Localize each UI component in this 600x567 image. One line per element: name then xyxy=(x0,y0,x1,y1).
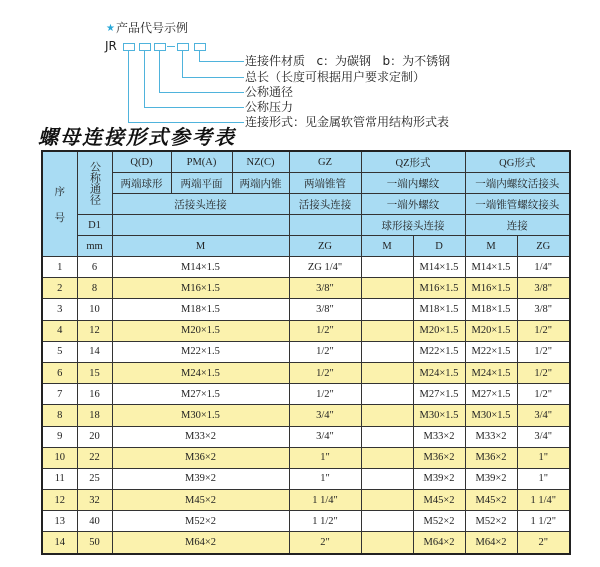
cell-dn: 16 xyxy=(77,384,112,405)
code-box-material xyxy=(194,43,206,51)
cell-gz-zg: 1/2" xyxy=(289,384,361,405)
cell-m-thread: M20×1.5 xyxy=(112,320,289,341)
cell-gz-zg: 1 1/2" xyxy=(289,511,361,532)
cell-qg-m: M16×1.5 xyxy=(465,278,517,299)
cell-seq: 10 xyxy=(42,447,77,468)
table-row xyxy=(42,278,570,299)
table-row xyxy=(42,299,570,320)
cell-qz-d: M45×2 xyxy=(413,490,465,511)
cell-gz-zg: 1/2" xyxy=(289,320,361,341)
table-title: 螺母连接形式参考表 xyxy=(38,127,236,149)
header-cell: M xyxy=(465,236,517,257)
code-box-diameter xyxy=(154,43,166,51)
cell-seq: 14 xyxy=(42,532,77,554)
header-cell: NZ(C) xyxy=(232,151,289,173)
cell-m-thread: M30×1.5 xyxy=(112,405,289,426)
cell-qz-m xyxy=(361,341,413,362)
cell-qg-m: M36×2 xyxy=(465,447,517,468)
cell-seq: 11 xyxy=(42,468,77,489)
cell-qz-m xyxy=(361,532,413,554)
header-row xyxy=(42,173,570,194)
cell-dn: 15 xyxy=(77,362,112,383)
table-row xyxy=(42,426,570,447)
cell-qg-m: M52×2 xyxy=(465,511,517,532)
cell-seq: 3 xyxy=(42,299,77,320)
table-row xyxy=(42,447,570,468)
cell-qg-zg: 3/4" xyxy=(517,426,570,447)
table-row xyxy=(42,341,570,362)
cell-qg-zg: 1" xyxy=(517,447,570,468)
cell-qz-d: M14×1.5 xyxy=(413,257,465,278)
cell-seq: 13 xyxy=(42,511,77,532)
table-row xyxy=(42,362,570,383)
cell-m-thread: M36×2 xyxy=(112,447,289,468)
cell-qz-d: M20×1.5 xyxy=(413,320,465,341)
cell-qz-d: M24×1.5 xyxy=(413,362,465,383)
cell-qz-m xyxy=(361,320,413,341)
cell-qz-m xyxy=(361,384,413,405)
cell-qg-zg: 3/4" xyxy=(517,405,570,426)
cell-qg-m: M22×1.5 xyxy=(465,341,517,362)
header-nominal-diameter: 公称通径 xyxy=(77,151,112,215)
cell-qg-m: M45×2 xyxy=(465,490,517,511)
code-prefix: JR xyxy=(105,39,117,53)
cell-seq: 6 xyxy=(42,362,77,383)
header-cell: QZ形式 xyxy=(361,151,465,173)
cell-dn: 6 xyxy=(77,257,112,278)
cell-seq: 9 xyxy=(42,426,77,447)
cell-seq: 2 xyxy=(42,278,77,299)
leader-line xyxy=(128,51,244,123)
cell-qg-zg: 1/2" xyxy=(517,362,570,383)
header-cell: 两端内锥 xyxy=(232,173,289,194)
cell-gz-zg: 3/8" xyxy=(289,299,361,320)
cell-qg-zg: 1/2" xyxy=(517,384,570,405)
cell-m-thread: M22×1.5 xyxy=(112,341,289,362)
cell-gz-zg: ZG 1/4" xyxy=(289,257,361,278)
table-row xyxy=(42,405,570,426)
cell-qg-zg: 1/4" xyxy=(517,257,570,278)
label-connection: 连接形式：见金属软管常用结构形式表 xyxy=(245,115,450,129)
header-cell: ZG xyxy=(289,236,361,257)
header-row xyxy=(42,194,570,215)
label-material: 连接件材质 c：为碳钢 b：为不锈钢 xyxy=(245,54,451,68)
cell-qz-d: M18×1.5 xyxy=(413,299,465,320)
header-cell: PM(A) xyxy=(171,151,232,173)
cell-qg-zg: 3/8" xyxy=(517,299,570,320)
cell-qz-m xyxy=(361,468,413,489)
header-seq: 序 号 xyxy=(42,151,77,257)
table-row xyxy=(42,468,570,489)
nut-connection-table xyxy=(41,150,571,555)
cell-gz-zg: 1/2" xyxy=(289,362,361,383)
cell-dn: 14 xyxy=(77,341,112,362)
header-row xyxy=(42,215,570,236)
cell-qg-m: M33×2 xyxy=(465,426,517,447)
cell-gz-zg: 1/2" xyxy=(289,341,361,362)
cell-qg-m: M39×2 xyxy=(465,468,517,489)
star-icon: ★ xyxy=(106,23,115,34)
cell-qz-m xyxy=(361,447,413,468)
header-cell: mm xyxy=(77,236,112,257)
header-cell: 活接头连接 xyxy=(289,194,361,215)
code-box-length xyxy=(177,43,189,51)
header-cell: 一端内螺纹活接头 xyxy=(465,173,570,194)
cell-seq: 12 xyxy=(42,490,77,511)
cell-m-thread: M33×2 xyxy=(112,426,289,447)
table-row xyxy=(42,511,570,532)
cell-seq: 1 xyxy=(42,257,77,278)
cell-seq: 5 xyxy=(42,341,77,362)
table-row xyxy=(42,257,570,278)
product-code-example xyxy=(0,0,600,128)
cell-dn: 20 xyxy=(77,426,112,447)
header-cell: 两端锥管 xyxy=(289,173,361,194)
cell-dn: 18 xyxy=(77,405,112,426)
cell-m-thread: M24×1.5 xyxy=(112,362,289,383)
cell-qg-m: M27×1.5 xyxy=(465,384,517,405)
cell-qz-m xyxy=(361,426,413,447)
header-cell: GZ xyxy=(289,151,361,173)
header-cell: 一端内螺纹 xyxy=(361,173,465,194)
cell-qz-d: M39×2 xyxy=(413,468,465,489)
cell-qz-d: M33×2 xyxy=(413,426,465,447)
header-cell: M xyxy=(361,236,413,257)
cell-dn: 50 xyxy=(77,532,112,554)
label-length: 总长（长度可根据用户要求定制） xyxy=(245,70,426,84)
cell-m-thread: M64×2 xyxy=(112,532,289,554)
header-cell: Q(D) xyxy=(112,151,171,173)
cell-qz-d: M36×2 xyxy=(413,447,465,468)
cell-qg-m: M30×1.5 xyxy=(465,405,517,426)
cell-gz-zg: 1" xyxy=(289,447,361,468)
cell-qg-zg: 1 1/4" xyxy=(517,490,570,511)
cell-dn: 8 xyxy=(77,278,112,299)
header-cell: ZG xyxy=(517,236,570,257)
header-cell: M xyxy=(112,236,289,257)
cell-dn: 22 xyxy=(77,447,112,468)
cell-m-thread: M18×1.5 xyxy=(112,299,289,320)
cell-qg-zg: 1 1/2" xyxy=(517,511,570,532)
cell-qg-zg: 2" xyxy=(517,532,570,554)
header-cell xyxy=(289,215,361,236)
cell-qg-zg: 3/8" xyxy=(517,278,570,299)
code-dash xyxy=(167,46,175,47)
cell-m-thread: M52×2 xyxy=(112,511,289,532)
table-row xyxy=(42,320,570,341)
cell-gz-zg: 3/4" xyxy=(289,426,361,447)
cell-qz-m xyxy=(361,511,413,532)
cell-qz-d: M52×2 xyxy=(413,511,465,532)
header-row xyxy=(42,151,570,173)
header-cell: 一端外螺纹 xyxy=(361,194,465,215)
cell-dn: 32 xyxy=(77,490,112,511)
label-diameter: 公称通径 xyxy=(245,85,294,99)
label-pressure: 公称压力 xyxy=(245,100,294,114)
cell-qg-m: M18×1.5 xyxy=(465,299,517,320)
header-cell: 连接 xyxy=(465,215,570,236)
cell-qg-m: M24×1.5 xyxy=(465,362,517,383)
cell-seq: 7 xyxy=(42,384,77,405)
cell-m-thread: M27×1.5 xyxy=(112,384,289,405)
cell-dn: 12 xyxy=(77,320,112,341)
cell-dn: 25 xyxy=(77,468,112,489)
cell-m-thread: M45×2 xyxy=(112,490,289,511)
cell-dn: 10 xyxy=(77,299,112,320)
cell-dn: 40 xyxy=(77,511,112,532)
cell-qz-m xyxy=(361,278,413,299)
cell-qz-d: M64×2 xyxy=(413,532,465,554)
cell-gz-zg: 1 1/4" xyxy=(289,490,361,511)
table-row xyxy=(42,384,570,405)
cell-qg-m: M14×1.5 xyxy=(465,257,517,278)
table-row xyxy=(42,532,570,554)
cell-seq: 4 xyxy=(42,320,77,341)
cell-qz-m xyxy=(361,362,413,383)
cell-gz-zg: 2" xyxy=(289,532,361,554)
header-cell: 一端锥管螺纹接头 xyxy=(465,194,570,215)
header-cell: 两端平面 xyxy=(171,173,232,194)
cell-seq: 8 xyxy=(42,405,77,426)
cell-qg-zg: 1/2" xyxy=(517,320,570,341)
cell-m-thread: M39×2 xyxy=(112,468,289,489)
cell-qz-m xyxy=(361,405,413,426)
cell-qz-d: M30×1.5 xyxy=(413,405,465,426)
cell-qz-m xyxy=(361,490,413,511)
header-cell: 活接头连接 xyxy=(112,194,289,215)
header-cell: QG形式 xyxy=(465,151,570,173)
header-cell: D1 xyxy=(77,215,112,236)
header-cell: 两端球形 xyxy=(112,173,171,194)
code-box-pressure xyxy=(139,43,151,51)
header-cell xyxy=(112,215,289,236)
table-row xyxy=(42,490,570,511)
code-box-connection xyxy=(123,43,135,51)
cell-qg-zg: 1" xyxy=(517,468,570,489)
cell-gz-zg: 1" xyxy=(289,468,361,489)
cell-qz-d: M16×1.5 xyxy=(413,278,465,299)
cell-gz-zg: 3/8" xyxy=(289,278,361,299)
cell-qz-d: M27×1.5 xyxy=(413,384,465,405)
header-cell: D xyxy=(413,236,465,257)
cell-qz-m xyxy=(361,299,413,320)
header-cell: 球形接头连接 xyxy=(361,215,465,236)
cell-qg-m: M20×1.5 xyxy=(465,320,517,341)
cell-gz-zg: 3/4" xyxy=(289,405,361,426)
example-title: 产品代号示例 xyxy=(116,21,189,35)
cell-m-thread: M14×1.5 xyxy=(112,257,289,278)
cell-qz-d: M22×1.5 xyxy=(413,341,465,362)
header-row xyxy=(42,236,570,257)
cell-qz-m xyxy=(361,257,413,278)
cell-m-thread: M16×1.5 xyxy=(112,278,289,299)
cell-qg-zg: 1/2" xyxy=(517,341,570,362)
cell-qg-m: M64×2 xyxy=(465,532,517,554)
